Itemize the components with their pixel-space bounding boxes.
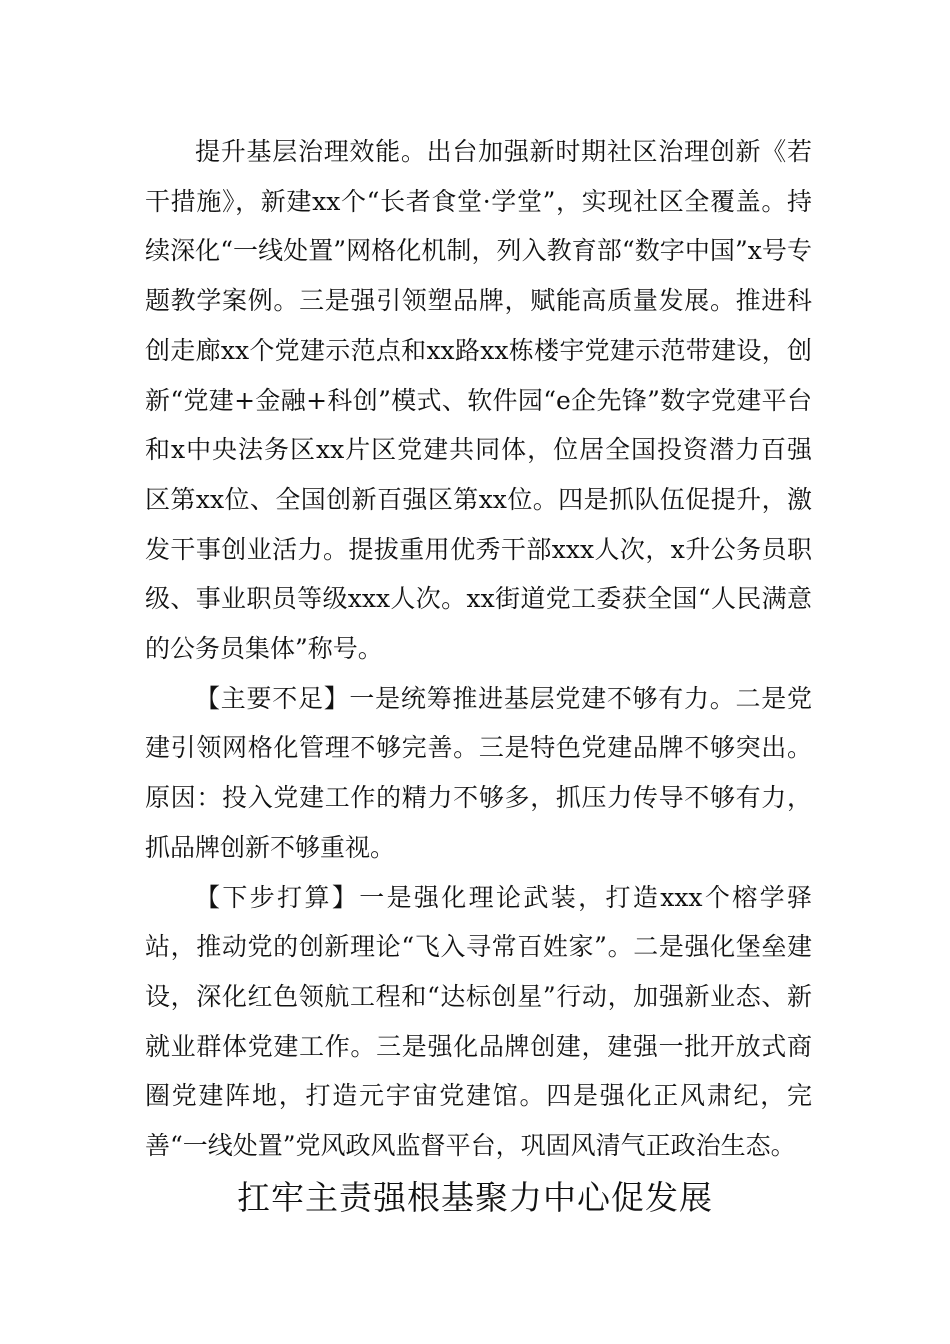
paragraph-achievements: 提升基层治理效能。出台加强新时期社区治理创新《若干措施》，新建xx个“长者食堂·学堂”，实现社区全覆盖。持续深化“一线处置”网格化机制，列入教育部“数字中国”x号专题教学案例。三是强引领塑品牌，赋能高质量发展。推进科创走廊xx个党建示范点和xx路xx栋楼宇党建示范带建设，创新“党建+金融+科创”模式、软件园“e企先锋”数字党建平台和x中央法务区xx片区党建共同体，位居全国投资潜力百强区第xx位、全国创新百强区第xx位。四是抓队伍促提升，激发干事创业活力。提拔重用优秀干部xxx人次，x升公务员职级、事业职员等级xxx人次。xx街道党工委获全国“人民满意的公务员集体”称号。 <box>145 137 812 664</box>
paragraph-next-steps: 【下步打算】一是强化理论武装，打造xxx个榕学驿站，推动党的创新理论“飞入寻常百姓家”。二是强化堡垒建设，深化红色领航工程和“达标创星”行动，加强新业态、新就业群体党建工作。三是强化品牌创建，建强一批开放式商圈党建阵地，打造元宇宙党建馆。四是强化正风肃纪，完善“一线处置”党风政风监督平台，巩固风清气正政治生态。 <box>145 882 812 1161</box>
document-body <box>145 127 812 1171</box>
section-heading: 扛牢主责强根基聚力中心促发展 <box>237 1178 713 1217</box>
paragraph-shortcomings: 【主要不足】一是统筹推进基层党建不够有力。二是党建引领网格化管理不够完善。三是特色党建品牌不够突出。原因：投入党建工作的精力不够多，抓压力传导不够有力，抓品牌创新不够重视。 <box>145 683 812 862</box>
